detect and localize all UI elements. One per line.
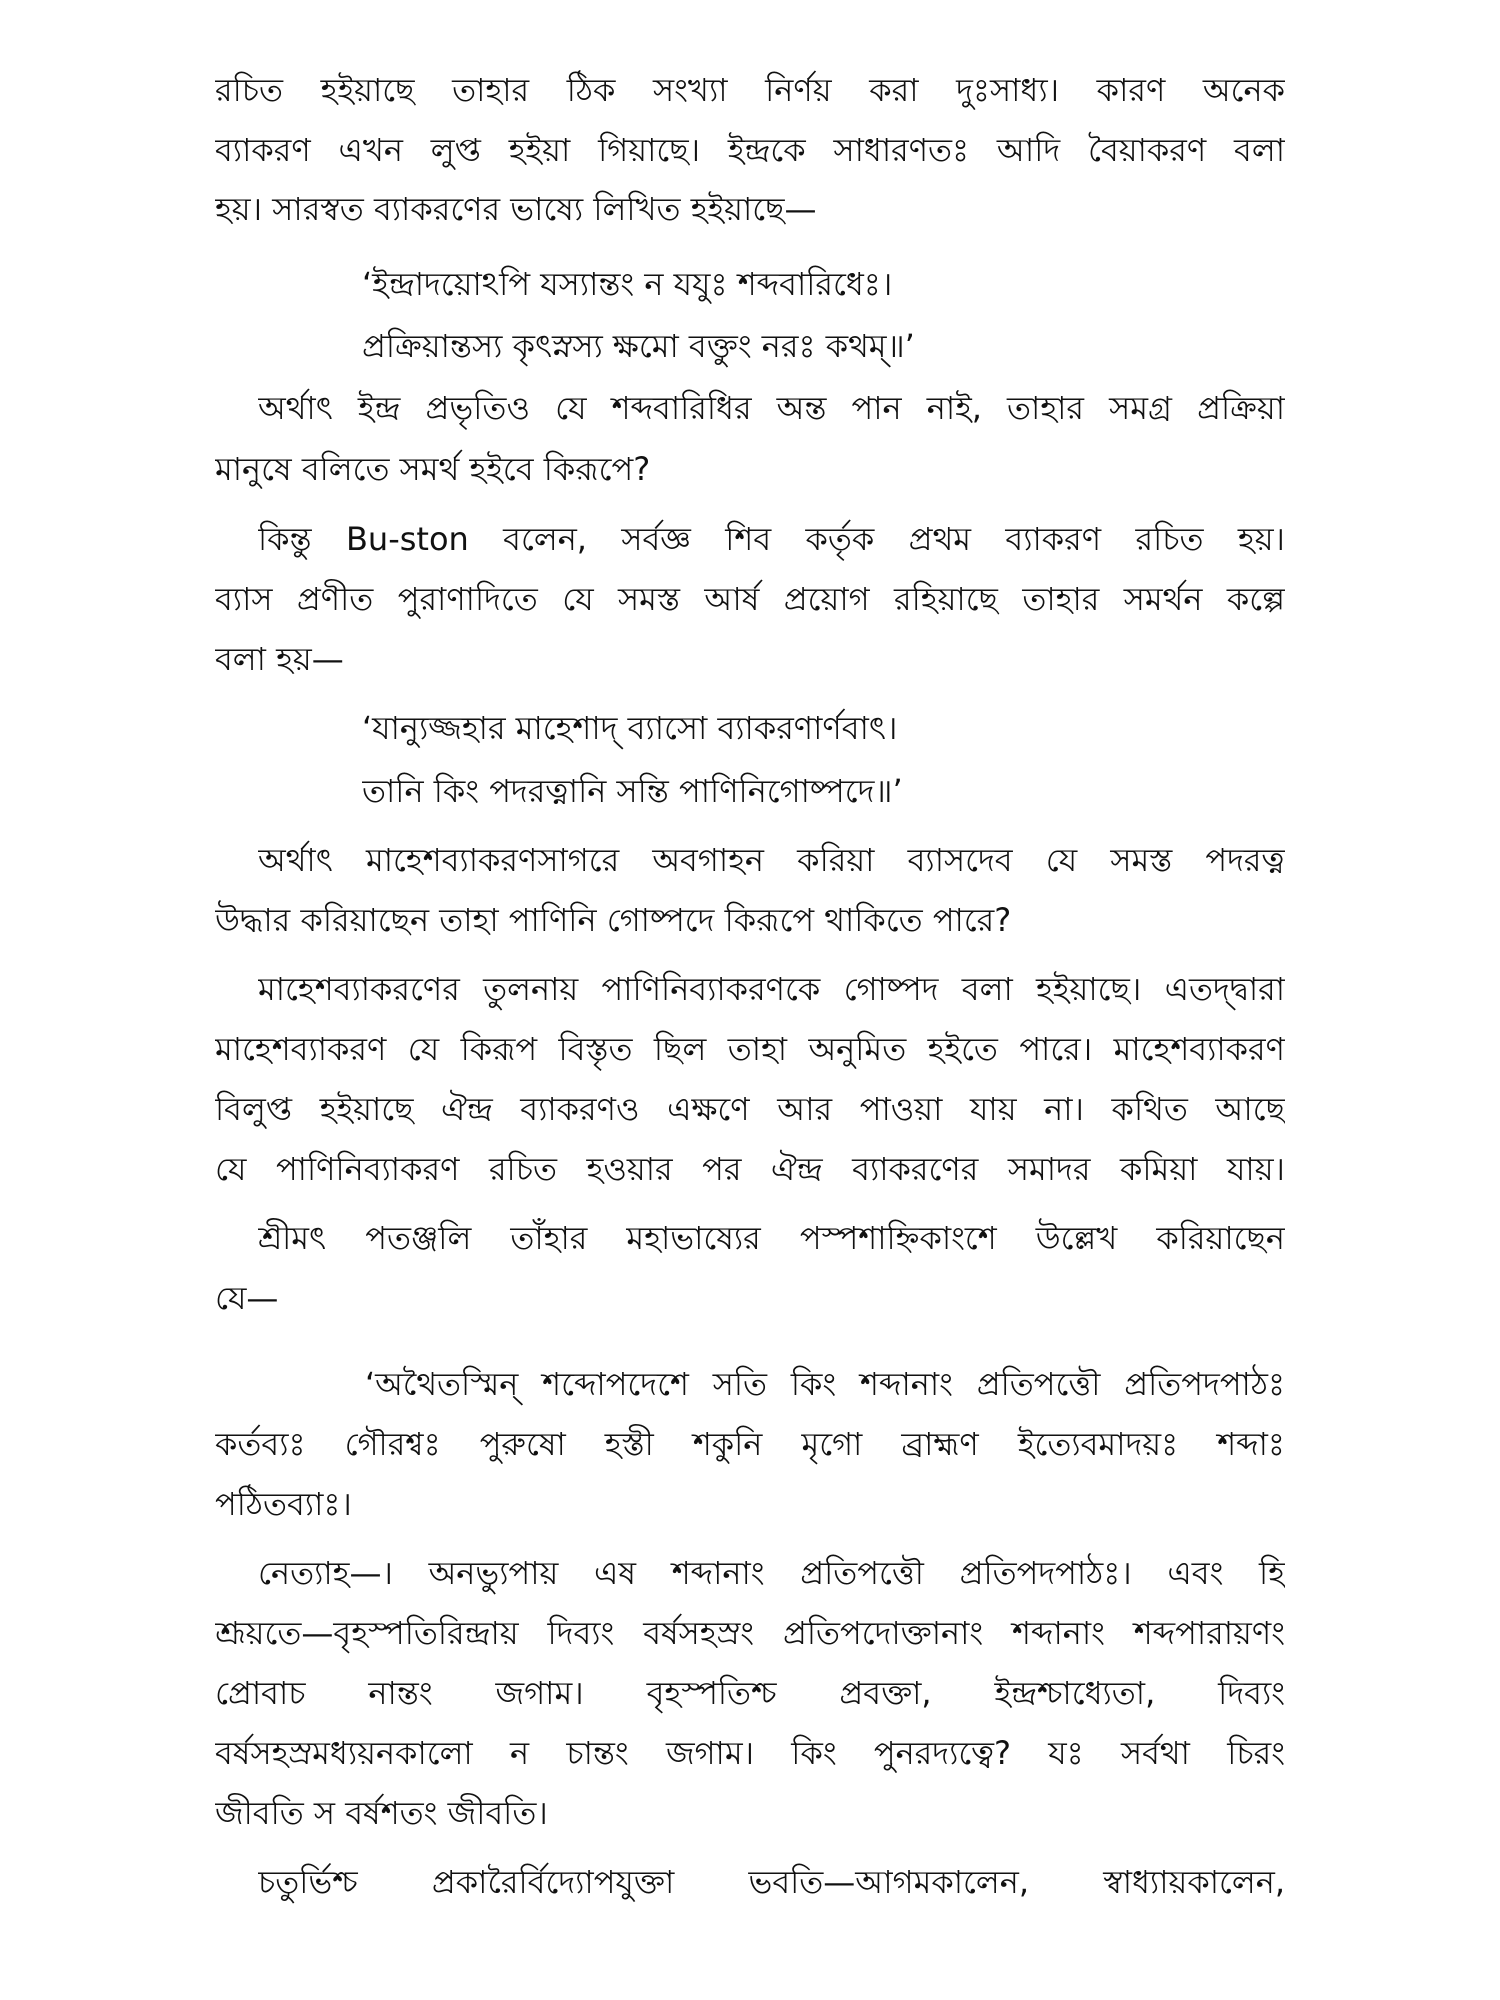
text-line: মানুষে বলিতে সমর্থ হইবে কিরূপে? xyxy=(215,450,651,488)
text-line: উদ্ধার করিয়াছেন তাহা পাণিনি গোষ্পদে কিরূপে থাকিতে পারে? xyxy=(215,901,1012,939)
text-line: শ্রীমৎ পতঞ্জলি তাঁহার মহাভাষ্যের পস্পশাহ্নিকাংশে উল্লেখ করিয়াছেন xyxy=(258,1219,1285,1257)
text-line: কিন্তু Bu-ston বলেন, সর্বজ্ঞ শিব কর্তৃক প্রথম ব্যাকরণ রচিত হয়। xyxy=(258,520,1285,558)
text-line: বিলুপ্ত হইয়াছে ঐন্দ্র ব্যাকরণও এক্ষণে আর পাওয়া যায় না। কথিত আছে xyxy=(215,1090,1285,1128)
text-line: জীবতি স বর্ষশতং জীবতি। xyxy=(215,1794,548,1832)
quote-line: ‘অথৈতস্মিন্ শব্দোপদেশে সতি কিং শব্দানাং প্রতিপত্তৌ প্রতিপদপাঠঃ xyxy=(365,1365,1285,1403)
text-line: ব্যাকরণ এখন লুপ্ত হইয়া গিয়াছে। ইন্দ্রকে সাধারণতঃ আদি বৈয়াকরণ বলা xyxy=(215,131,1285,169)
verse-line: প্রক্রিয়ান্তস্য কৃৎস্নস্য ক্ষমো বক্তুং নরঃ কথম্॥’ xyxy=(362,327,915,365)
text-line: যে— xyxy=(215,1279,279,1317)
text-line: রচিত হইয়াছে তাহার ঠিক সংখ্যা নির্ণয় করা দুঃসাধ্য। কারণ অনেক xyxy=(215,71,1285,109)
verse-line: ‘ইন্দ্রাদয়োঽপি যস্যান্তং ন যযুঃ শব্দবারিধেঃ। xyxy=(362,265,893,303)
text-line: বলা হয়— xyxy=(215,640,344,678)
verse-line: তানি কিং পদরত্নানি সন্তি পাণিনিগোষ্পদে॥’ xyxy=(362,772,903,810)
text-line: যে পাণিনিব্যাকরণ রচিত হওয়ার পর ঐন্দ্র ব্যাকরণের সমাদর কমিয়া যায়। xyxy=(215,1150,1285,1188)
text-line: হয়। সারস্বত ব্যাকরণের ভাষ্যে লিখিত হইয়াছে— xyxy=(215,190,817,228)
quote-line: কর্তব্যঃ গৌরশ্বঃ পুরুষো হস্তী শকুনি মৃগো ব্রাহ্মণ ইত্যেবমাদয়ঃ শব্দাঃ xyxy=(215,1425,1285,1463)
text-line: অর্থাৎ ইন্দ্র প্রভৃতিও যে শব্দবারিধির অন্ত পান নাই, তাহার সমগ্র প্রক্রিয়া xyxy=(258,389,1285,427)
text-line: নেত্যাহ—। অনভ্যুপায় এষ শব্দানাং প্রতিপত্তৌ প্রতিপদপাঠঃ। এবং হি xyxy=(258,1554,1285,1592)
text-line: বর্ষসহস্রমধ্যয়নকালো ন চান্তং জগাম। কিং পুনরদ্যত্বে? যঃ সর্বথা চিরং xyxy=(215,1734,1285,1772)
text-line: মাহেশব্যাকরণের তুলনায় পাণিনিব্যাকরণকে গোষ্পদ বলা হইয়াছে। এতদ্দ্বারা xyxy=(258,970,1285,1008)
quote-line: পঠিতব্যাঃ। xyxy=(215,1485,352,1523)
text-line: চতুর্ভিশ্চ প্রকারৈর্বিদ্যোপযুক্তা ভবতি—আগমকালেন, স্বাধ্যায়কালেন, xyxy=(258,1863,1285,1901)
text-line: অর্থাৎ মাহেশব্যাকরণসাগরে অবগাহন করিয়া ব্যাসদেব যে সমস্ত পদরত্ন xyxy=(258,841,1285,879)
text-line: ব্যাস প্রণীত পুরাণাদিতে যে সমস্ত আর্ষ প্রয়োগ রহিয়াছে তাহার সমর্থন কল্পে xyxy=(215,580,1285,618)
verse-line: ‘যান্যুজ্জহার মাহেশাদ্ ব্যাসো ব্যাকরণার্ণবাৎ। xyxy=(362,709,898,747)
text-line: মাহেশব্যাকরণ যে কিরূপ বিস্তৃত ছিল তাহা অনুমিত হইতে পারে। মাহেশব্যাকরণ xyxy=(215,1030,1285,1068)
text-line: প্রোবাচ নান্তং জগাম। বৃহস্পতিশ্চ প্রবক্তা, ইন্দ্রশ্চাধ্যেতা, দিব্যং xyxy=(215,1674,1285,1712)
text-line: শ্রূয়তে—বৃহস্পতিরিন্দ্রায় দিব্যং বর্ষসহস্রং প্রতিপদোক্তানাং শব্দানাং শব্দপারায়ণং xyxy=(215,1614,1285,1652)
